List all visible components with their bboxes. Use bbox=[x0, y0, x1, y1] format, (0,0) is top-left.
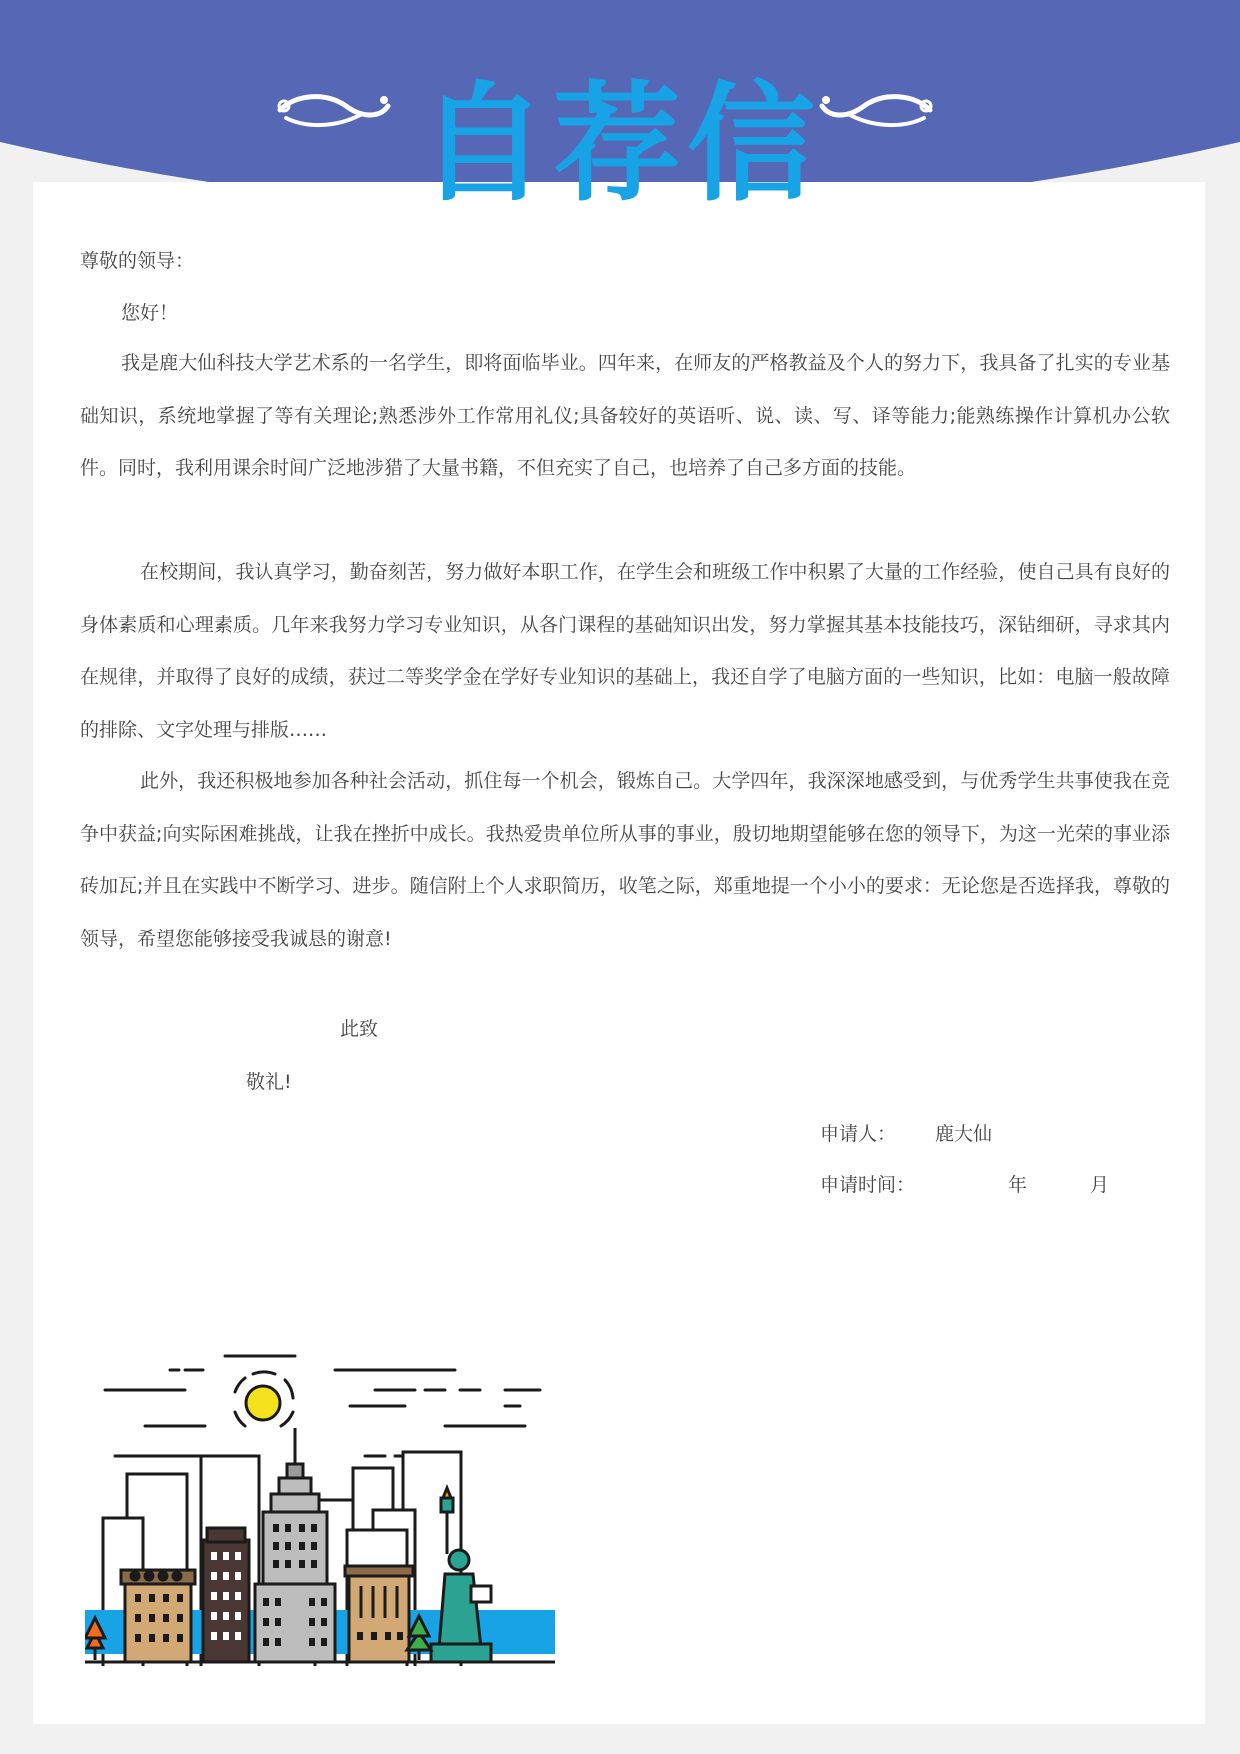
closing-line-1: 此致 bbox=[340, 1018, 379, 1040]
date-label: 申请时间： bbox=[820, 1174, 916, 1196]
paragraph-2: 在校期间，我认真学习，勤奋刻苦，努力做好本职工作，在学生会和班级工作中积累了大量的工作经验，使自己具有良好的身体素质和心理素质。几年来我努力学习专业知识，从各门课程的基础知识出发，努力掌握其基本技能技巧，深钻细研，寻求其内在规律，并取得了良好的成绩，获过二等奖学金在学好专业知识的基础上，我还自学了电脑方面的一些知识，比如：电脑一般故障的排除、文字处理与排版…… bbox=[80, 561, 1170, 741]
closing-line-2: 敬礼! bbox=[246, 1071, 292, 1093]
paragraph-1: 我是鹿大仙科技大学艺术系的一名学生，即将面临毕业。四年来，在师友的严格教益及个人的努力下，我具备了扎实的专业基础知识，系统地掌握了等有关理论;熟悉涉外工作常用礼仪;具备较好的英语听、说、读、写、译等能力;能熟练操作计算机办公软件。同时，我利用课余时间广泛地涉猎了大量书籍，不但充实了自己，也培养了自己多方面的技能。 bbox=[80, 352, 1170, 479]
paragraph-3: 此外，我还积极地参加各种社会活动，抓住每一个机会，锻炼自己。大学四年，我深深地感受到，与优秀学生共事使我在竞争中获益;向实际困难挑战，让我在挫折中成长。我热爱贵单位所从事的事业，殷切地期望能够在您的领导下，为这一光荣的事业添砖加瓦;并且在实践中不断学习、进步。随信附上个人求职简历，收笔之际，郑重地提一个小小的要求：无论您是否选择我，尊敬的领导，希望您能够接受我诚恳的谢意! bbox=[80, 770, 1170, 950]
month-label: 月 bbox=[1090, 1174, 1110, 1196]
year-label: 年 bbox=[1008, 1174, 1028, 1196]
page-title: 自荐信 bbox=[418, 70, 821, 219]
salutation: 尊敬的领导： bbox=[80, 250, 195, 272]
applicant-label: 申请人： bbox=[820, 1123, 897, 1145]
city-skyline-illustration bbox=[85, 1348, 555, 1666]
applicant-name: 鹿大仙 bbox=[935, 1123, 993, 1145]
greeting: 您好！ bbox=[121, 302, 179, 324]
